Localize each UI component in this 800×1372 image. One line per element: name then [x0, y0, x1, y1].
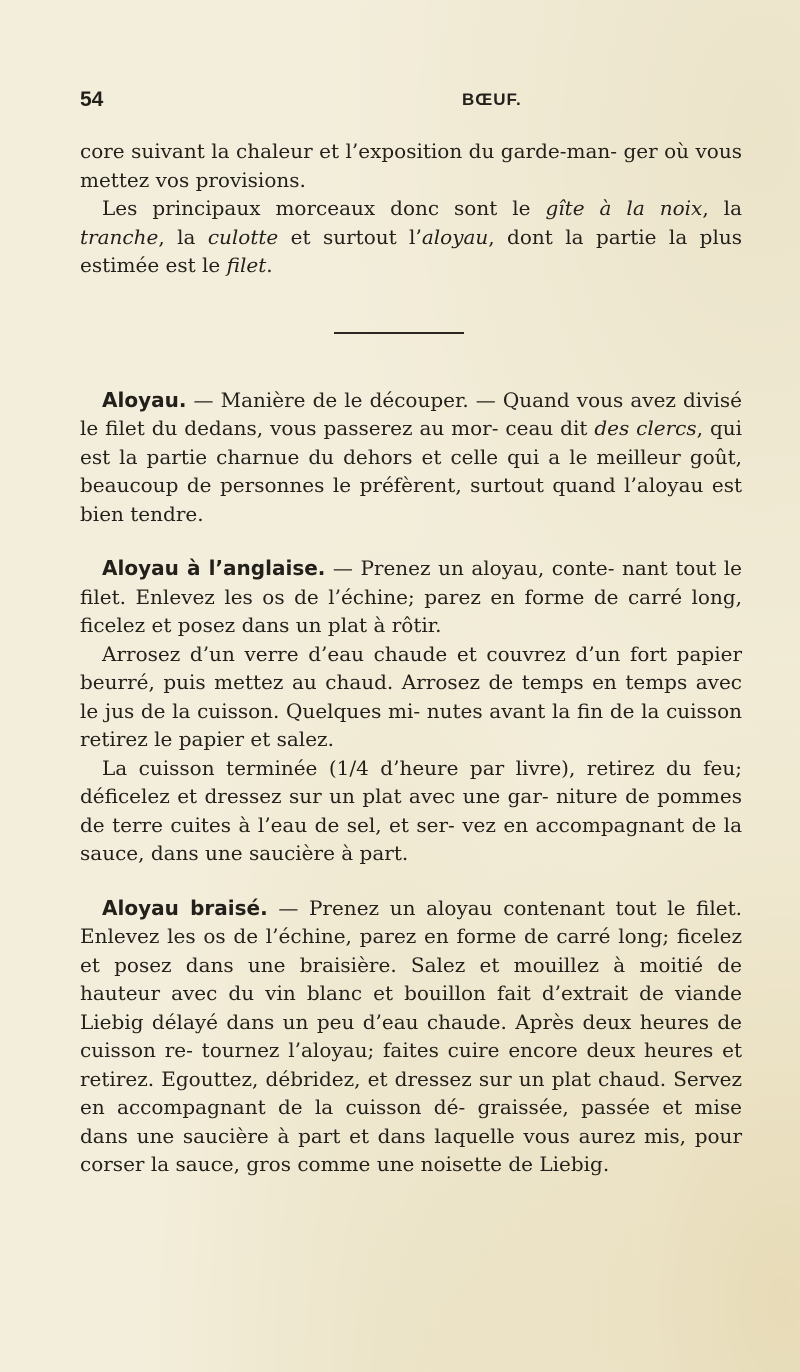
section-text-2a: — Prenez un aloyau, conte- nant tout le filet. Enlevez les os de l’échine; parez en forme de carré long, ficelez et posez dans un plat à rôtir. — [80, 556, 742, 637]
section-divider — [334, 332, 464, 334]
intro-paragraph-2 — [80, 194, 742, 280]
text-body — [80, 137, 742, 1179]
section-heading-aloyau: Aloyau. — [102, 387, 187, 412]
section-aloyau-braise — [80, 894, 742, 1179]
intro-text-2f: . — [266, 253, 273, 277]
term-filet: filet — [226, 253, 267, 277]
section-text-3: — Prenez un aloyau contenant tout le filet. Enlevez les os de l’échine, parez en forme de carré long; ficelez et posez dans une braisière. Salez et mouillez à moitié de hauteur avec du vin blanc et bouillon fait d’extrait de viande Liebig délayé dans un peu d’eau chaude. Après deux heures de cuisson re- tournez l’aloyau; faites cuire encore deux heures et retirez. Egouttez, débridez, et dressez sur un plat chaud. Servez en accompagnant de la cuisson dé- graissée, passée et mise dans une saucière à part et dans laquelle vous aurez mis, pour corser la sauce, gros comme une noisette de Liebig. — [80, 895, 743, 1176]
section-heading-aloyau-anglaise: Aloyau à l’anglaise. — [102, 556, 326, 580]
intro-text-2d: et surtout l’ — [278, 224, 422, 249]
term-tranche: tranche — [80, 224, 159, 249]
page-header — [80, 88, 720, 118]
term-aloyau: aloyau — [421, 224, 489, 249]
section-aloyau-anglaise-p2 — [80, 640, 742, 754]
section-text-1b: , qui est la partie charnue du dehors et celle qui a le meilleur goût, beaucoup de personnes le préfèrent, surtout quand l’aloyau est bien tendre. — [80, 416, 743, 526]
term-gite-a-la-noix: gîte à la noix — [545, 196, 703, 220]
intro-text-2e: , dont la partie la plus estimée est le — [80, 224, 742, 277]
section-text-2b: Arrosez d’un verre d’eau chaude et couvrez d’un fort papier beurré, puis mettez au chaud. Arrosez de temps en temps avec le jus de la cuisson. Quelques mi- nutes avant la fin de la cuisson retirez le papier et salez. — [80, 641, 742, 751]
section-heading-aloyau-braise: Aloyau braisé. — [102, 895, 268, 920]
section-text-1a: — Manière de le découper. — Quand vous avez divisé le filet du dedans, vous passerez au mor- ceau dit — [80, 387, 742, 440]
term-culotte: culotte — [207, 224, 279, 249]
running-head: BŒUF. — [462, 90, 522, 109]
section-aloyau-anglaise — [80, 554, 742, 640]
section-aloyau-anglaise-p3 — [80, 754, 742, 868]
section-text-2c: La cuisson terminée (1/4 d’heure par livre), retirez du feu; déficelez et dressez sur un plat avec une gar- niture de pommes de terre cuites à l’eau de sel, et ser- vez en accompagnant de la sauce, dans une saucière à part. — [80, 755, 742, 865]
intro-text-2c: , la — [158, 224, 208, 249]
intro-text-1: core suivant la chaleur et l’exposition du garde-man- ger où vous mettez vos provisions. — [80, 139, 742, 192]
section-aloyau-decoupe — [80, 386, 742, 529]
intro-text-2b: , la — [702, 196, 742, 220]
page-number: 54 — [80, 88, 104, 111]
term-des-clercs: des clercs — [594, 416, 697, 440]
intro-text-2a: Les principaux morceaux donc sont le — [102, 196, 546, 220]
intro-paragraph-1 — [80, 137, 742, 194]
